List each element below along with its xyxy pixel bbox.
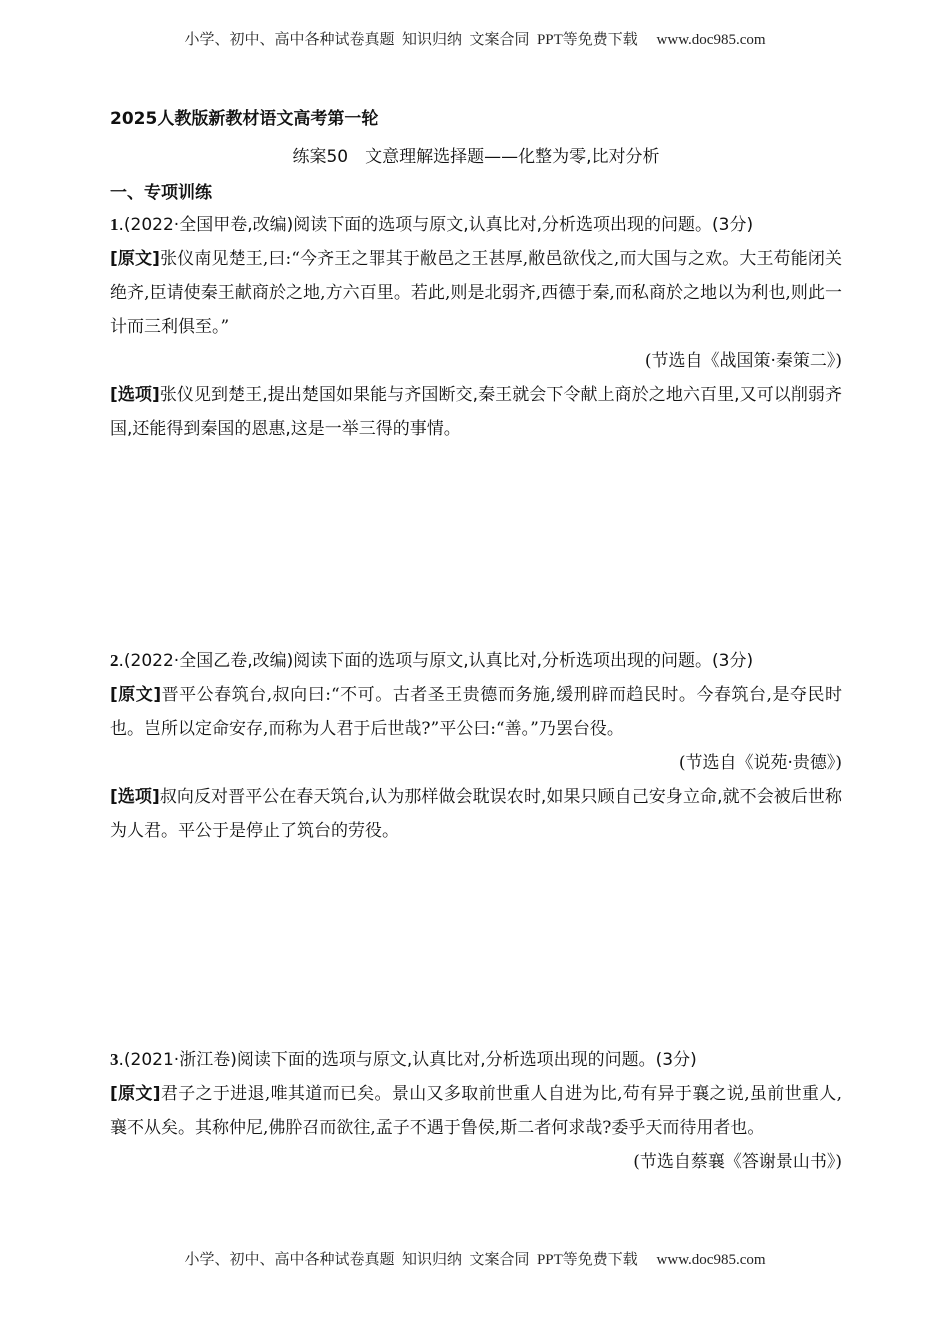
question-3 [110,1043,842,1179]
original-text: [原文]张仪南见楚王,曰:“今齐王之罪其于敝邑之王甚厚,敝邑欲伐之,而大国与之欢。大王苟能闭关绝齐,臣请使秦王献商於之地,方六百里。若此,则是北弱齐,西德于秦,而私商於之地以为利也,则此一计而三利俱至。” [110,249,842,337]
option-label: [选项] [110,385,160,405]
page-header: 小学、初中、高中各种试卷真题 知识归纳 文案合同 PPT等免费下载 www.doc985.com [184,32,766,48]
question-2 [110,644,842,848]
original-label: [原文] [110,685,162,705]
question-stem: 3.(2021·浙江卷)阅读下面的选项与原文,认真比对,分析选项出现的问题。(3分) [110,1050,697,1070]
question-1 [110,208,842,446]
original-text: [原文]君子之于进退,唯其道而已矣。景山又多取前世重人自进为比,苟有异于襄之说,虽前世重人,襄不从矣。其称仲尼,佛肸召而欲往,孟子不遇于鲁侯,斯二者何求哉?委乎天而待用者也。 [110,1084,842,1138]
question-number: 1 [110,215,119,234]
question-number: 2 [110,651,119,670]
source-citation: (节选自《说苑·贵德》) [678,753,842,773]
question-stem: 2.(2022·全国乙卷,改编)阅读下面的选项与原文,认真比对,分析选项出现的问题。(3分) [110,651,754,671]
original-label: [原文] [110,1084,161,1104]
option-text: [选项]张仪见到楚王,提出楚国如果能与齐国断交,秦王就会下令献上商於之地六百里,又可以削弱齐国,还能得到秦国的恩惠,这是一举三得的事情。 [110,385,842,439]
question-stem: 1.(2022·全国甲卷,改编)阅读下面的选项与原文,认真比对,分析选项出现的问题。(3分) [110,215,754,235]
original-text: [原文]晋平公春筑台,叔向曰:“不可。古者圣王贵德而务施,缓刑辟而趋民时。今春筑台,是夺民时也。岂所以定命安存,而称为人君于后世哉?”平公曰:“善。”乃罢台役。 [110,685,842,739]
source-citation: (节选自《战国策·秦策二》) [644,351,842,371]
question-number: 3 [110,1050,119,1069]
source-citation: (节选自蔡襄《答谢景山书》) [633,1152,842,1172]
section-title: 一、专项训练 [110,183,212,203]
option-label: [选项] [110,787,160,807]
series-title: 2025人教版新教材语文高考第一轮 [110,109,379,129]
page-footer: 小学、初中、高中各种试卷真题 知识归纳 文案合同 PPT等免费下载 www.doc985.com [184,1252,766,1268]
original-label: [原文] [110,249,160,269]
option-text: [选项]叔向反对晋平公在春天筑台,认为那样做会耽误农时,如果只顾自己安身立命,就不会被后世称为人君。平公于是停止了筑台的劳役。 [110,787,842,841]
lesson-title: 练案50 文意理解选择题——化整为零,比对分析 [292,147,660,167]
